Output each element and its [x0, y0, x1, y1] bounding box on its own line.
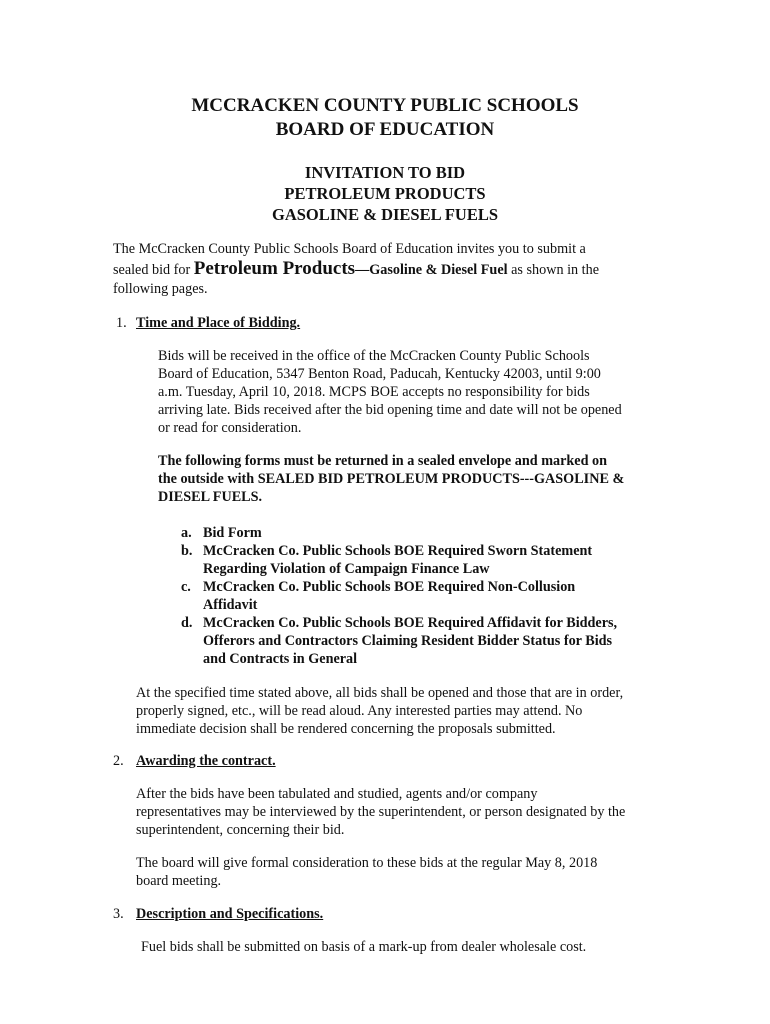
intro-post: as shown in the	[507, 262, 600, 278]
s1-p1-line: or read for consideration.	[158, 420, 302, 436]
fuel-title: GASOLINE & DIESEL FUELS	[271, 205, 499, 224]
s1-p2-line: the outside with SEALED BID PETROLEUM PRODUCTS---GASOLINE &	[158, 471, 625, 487]
form-letter: b.	[181, 543, 193, 559]
s2-p2-line: board meeting.	[136, 873, 222, 889]
intro-product: Petroleum Products	[193, 258, 356, 279]
s3-p1-line: Fuel bids shall be submitted on basis of a mark-up from dealer wholesale cost.	[141, 939, 587, 955]
intro-line-2	[113, 260, 673, 279]
section-2-heading: Awarding the contract.	[136, 753, 276, 769]
form-text: McCracken Co. Public Schools BOE Required Affidavit for Bidders,	[203, 615, 618, 631]
s2-p1-line: After the bids have been tabulated and studied, agents and/or company	[136, 786, 538, 802]
s1-p1-line: arriving late. Bids received after the bid opening time and date will not be opened	[158, 402, 622, 418]
intro-fuel: —Gasoline & Diesel Fuel	[355, 262, 508, 278]
section-1-heading: Time and Place of Bidding.	[136, 315, 301, 331]
s2-p1-line: superintendent, concerning their bid.	[136, 822, 345, 838]
s1-p3-line: immediate decision shall be rendered concerning the proposals submitted.	[136, 721, 556, 737]
intro-pre: sealed bid for	[113, 262, 194, 278]
form-text: McCracken Co. Public Schools BOE Required Sworn Statement	[203, 543, 593, 559]
s1-p2-line: DIESEL FUELS.	[158, 489, 263, 505]
form-letter: c.	[181, 579, 191, 595]
org-title: MCCRACKEN COUNTY PUBLIC SCHOOLS	[191, 95, 579, 116]
product-title: PETROLEUM PRODUCTS	[284, 184, 486, 203]
intro-line-1: The McCracken County Public Schools Board of Education invites you to submit a	[113, 241, 586, 257]
s1-p1-line: Bids will be received in the office of the McCracken County Public Schools	[158, 348, 590, 364]
s1-p1-line: Board of Education, 5347 Benton Road, Paducah, Kentucky 42003, until 9:00	[158, 366, 601, 382]
intro-line-3: following pages.	[113, 281, 208, 297]
form-letter: d.	[181, 615, 193, 631]
section-3-number: 3.	[113, 906, 124, 922]
invitation-title: INVITATION TO BID	[304, 163, 466, 182]
s2-p2-line: The board will give formal consideration to these bids at the regular May 8, 2018	[136, 855, 598, 871]
s2-p1-line: representatives may be interviewed by the superintendent, or person designated by the	[136, 804, 626, 820]
section-1-number: 1.	[116, 315, 127, 331]
s1-p1-line: a.m. Tuesday, April 10, 2018. MCPS BOE accepts no responsibility for bids	[158, 384, 590, 400]
form-text: and Contracts in General	[203, 651, 358, 667]
form-text: Regarding Violation of Campaign Finance Law	[203, 561, 490, 577]
form-text: Offerors and Contractors Claiming Resident Bidder Status for Bids	[203, 633, 613, 649]
form-letter: a.	[181, 525, 192, 541]
s1-p3-line: At the specified time stated above, all bids shall be opened and those that are in order,	[136, 685, 624, 701]
form-text: Bid Form	[203, 525, 262, 541]
section-2-number: 2.	[113, 753, 124, 769]
form-text: Affidavit	[203, 597, 258, 613]
board-title: BOARD OF EDUCATION	[275, 119, 495, 140]
s1-p2-line: The following forms must be returned in a sealed envelope and marked on	[158, 453, 608, 469]
section-3-heading: Description and Specifications.	[136, 906, 324, 922]
s1-p3-line: properly signed, etc., will be read aloud. Any interested parties may attend. No	[136, 703, 583, 719]
form-text: McCracken Co. Public Schools BOE Required Non-Collusion	[203, 579, 576, 595]
